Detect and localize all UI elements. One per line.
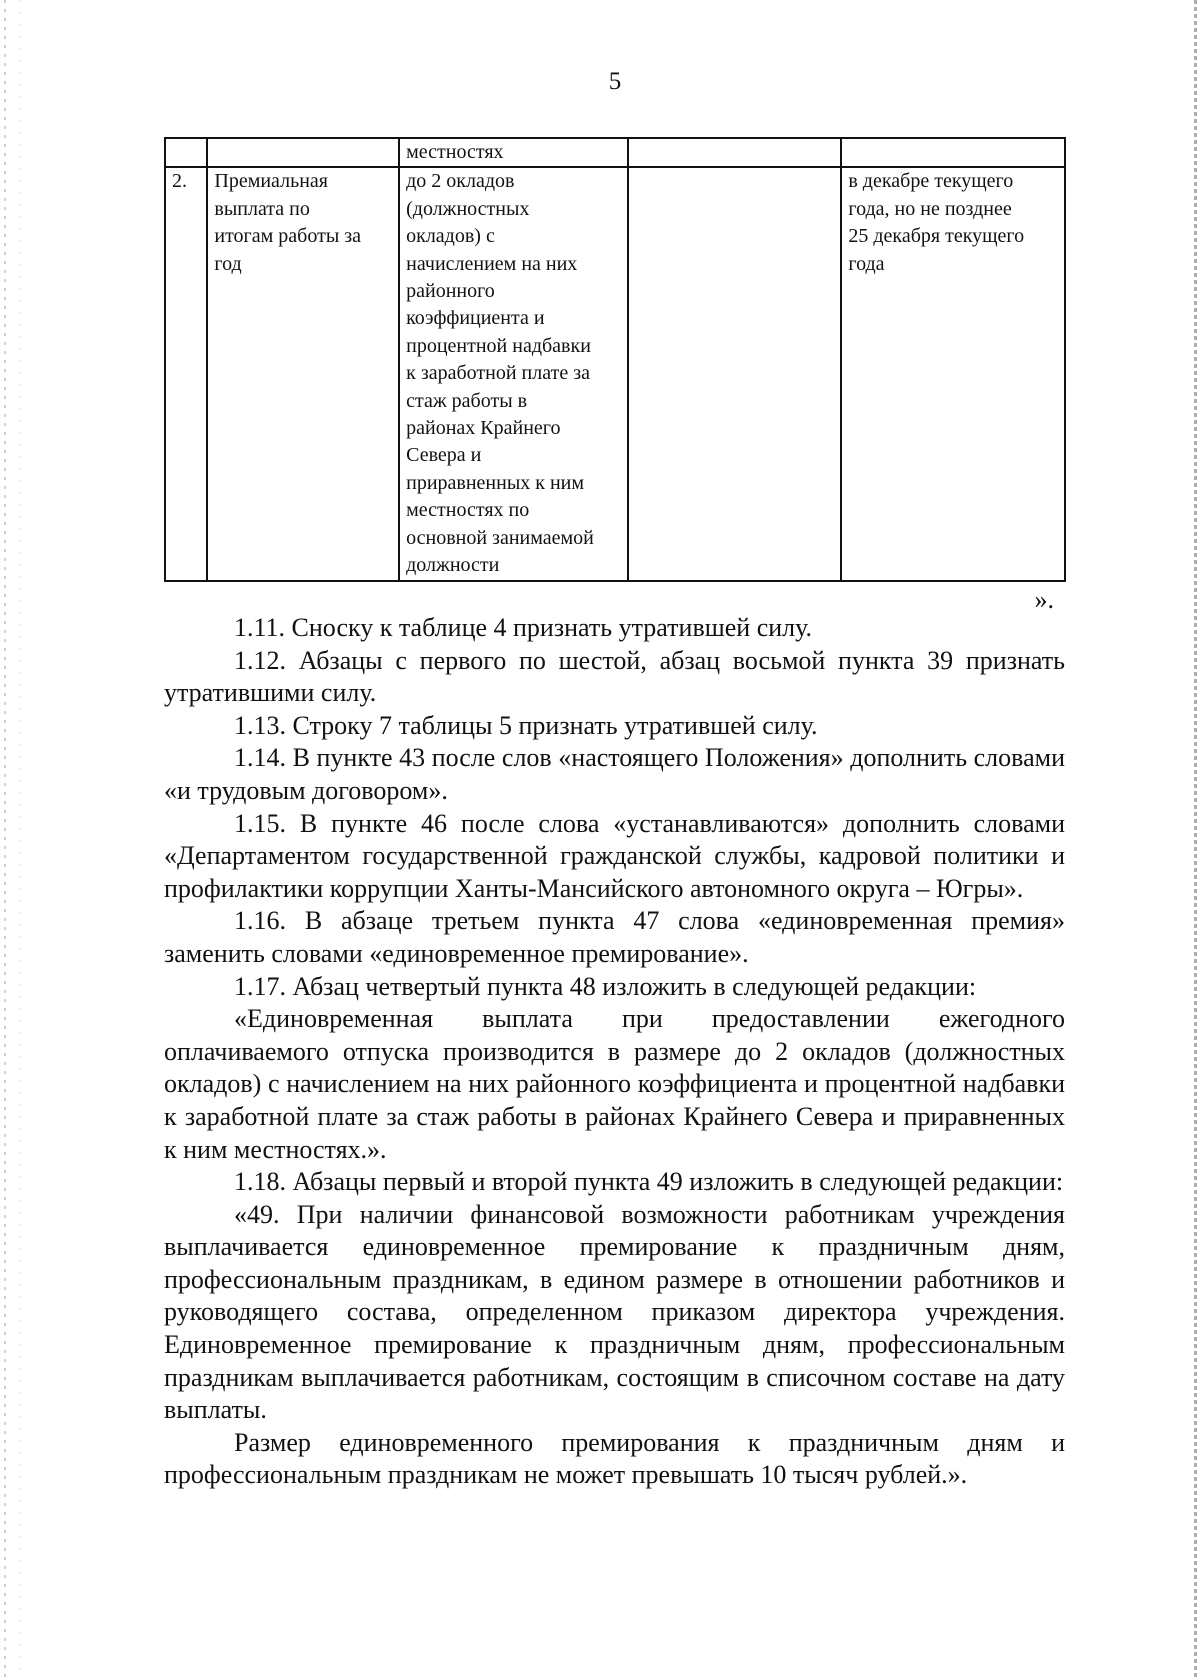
scan-edge-left-inner [20,0,21,1678]
paragraph: 1.13. Строку 7 таблицы 5 признать утратившей силу. [234,710,818,740]
payment-name-cell: Премиальная выплата по итогам работы за год [207,167,399,580]
scan-edge-right [1194,0,1197,1678]
table-closing-quote: ». [1034,585,1054,614]
payment-conditions-cell [628,167,841,580]
bonus-table [164,137,1066,582]
paragraph: 1.17. Абзац четвертый пункта 48 изложить в следующей редакции: [234,971,977,1001]
paragraph: «Единовременная выплата при предоставлении ежегодного оплачиваемого отпуска производится в размере до 2 окладов (должностных окладов) с начислением на них районного коэффициента и процентной надбавки к заработной плате за стаж работы в районах Крайнего Севера и приравненных к ним местностях.». [164,1004,1065,1164]
payment-size-cell: местностях [399,138,628,167]
page-number: 5 [608,68,622,95]
payment-conditions-cell [628,138,841,167]
paragraph: 1.18. Абзацы первый и второй пункта 49 изложить в следующей редакции: [234,1167,1064,1197]
paragraph: 1.14. В пункте 43 после слов «настоящего Положения» дополнить словами «и трудовым договором». [164,743,1065,805]
table-row [165,138,1065,167]
payment-size-cell: до 2 окладов (должностных окладов) с начислением на них районного коэффициента и процентной надбавки к заработной плате за стаж работы в районах Крайнего Севера и приравненных к ним местностях по основной занимаемой должности [399,167,628,580]
row-number-cell [165,138,207,167]
payment-term-cell [841,138,1065,167]
scan-edge-left [4,0,6,1678]
row-number-cell: 2. [165,167,207,580]
amendment-text [164,612,1065,1492]
paragraph: 1.15. В пункте 46 после слова «устанавливаются» дополнить словами «Департаментом государственной гражданской службы, кадровой политики и профилактики коррупции Ханты-Мансийского автономного округа – Югры». [164,808,1065,903]
paragraph: 1.12. Абзацы с первого по шестой, абзац восьмой пункта 39 признать утратившими силу. [164,645,1065,708]
paragraph: «49. При наличии финансовой возможности работникам учреждения выплачивается единовременное премирование к праздничным дням, профессиональным праздникам, в едином размере в отношении работников и руководящего состава, определенном приказом директора учреждения. Единовременное премирование к праздничным дням, профессиональным праздникам выплачивается работникам, состоящим в списочном составе на дату выплаты. [164,1199,1065,1425]
paragraph: 1.16. В абзаце третьем пункта 47 слова «единовременная премия» заменить словами «единовременное премирование». [164,906,1065,968]
payment-name-cell [207,138,399,167]
paragraph: Размер единовременного премирования к праздничным дням и профессиональным праздникам не может превышать 10 тысяч рублей.». [164,1427,1065,1490]
paragraph: 1.11. Сноску к таблице 4 признать утратившей силу. [234,613,813,642]
payment-term-cell: в декабре текущего года, но не позднее 25 декабря текущего года [841,167,1065,580]
table-row [165,167,1065,580]
